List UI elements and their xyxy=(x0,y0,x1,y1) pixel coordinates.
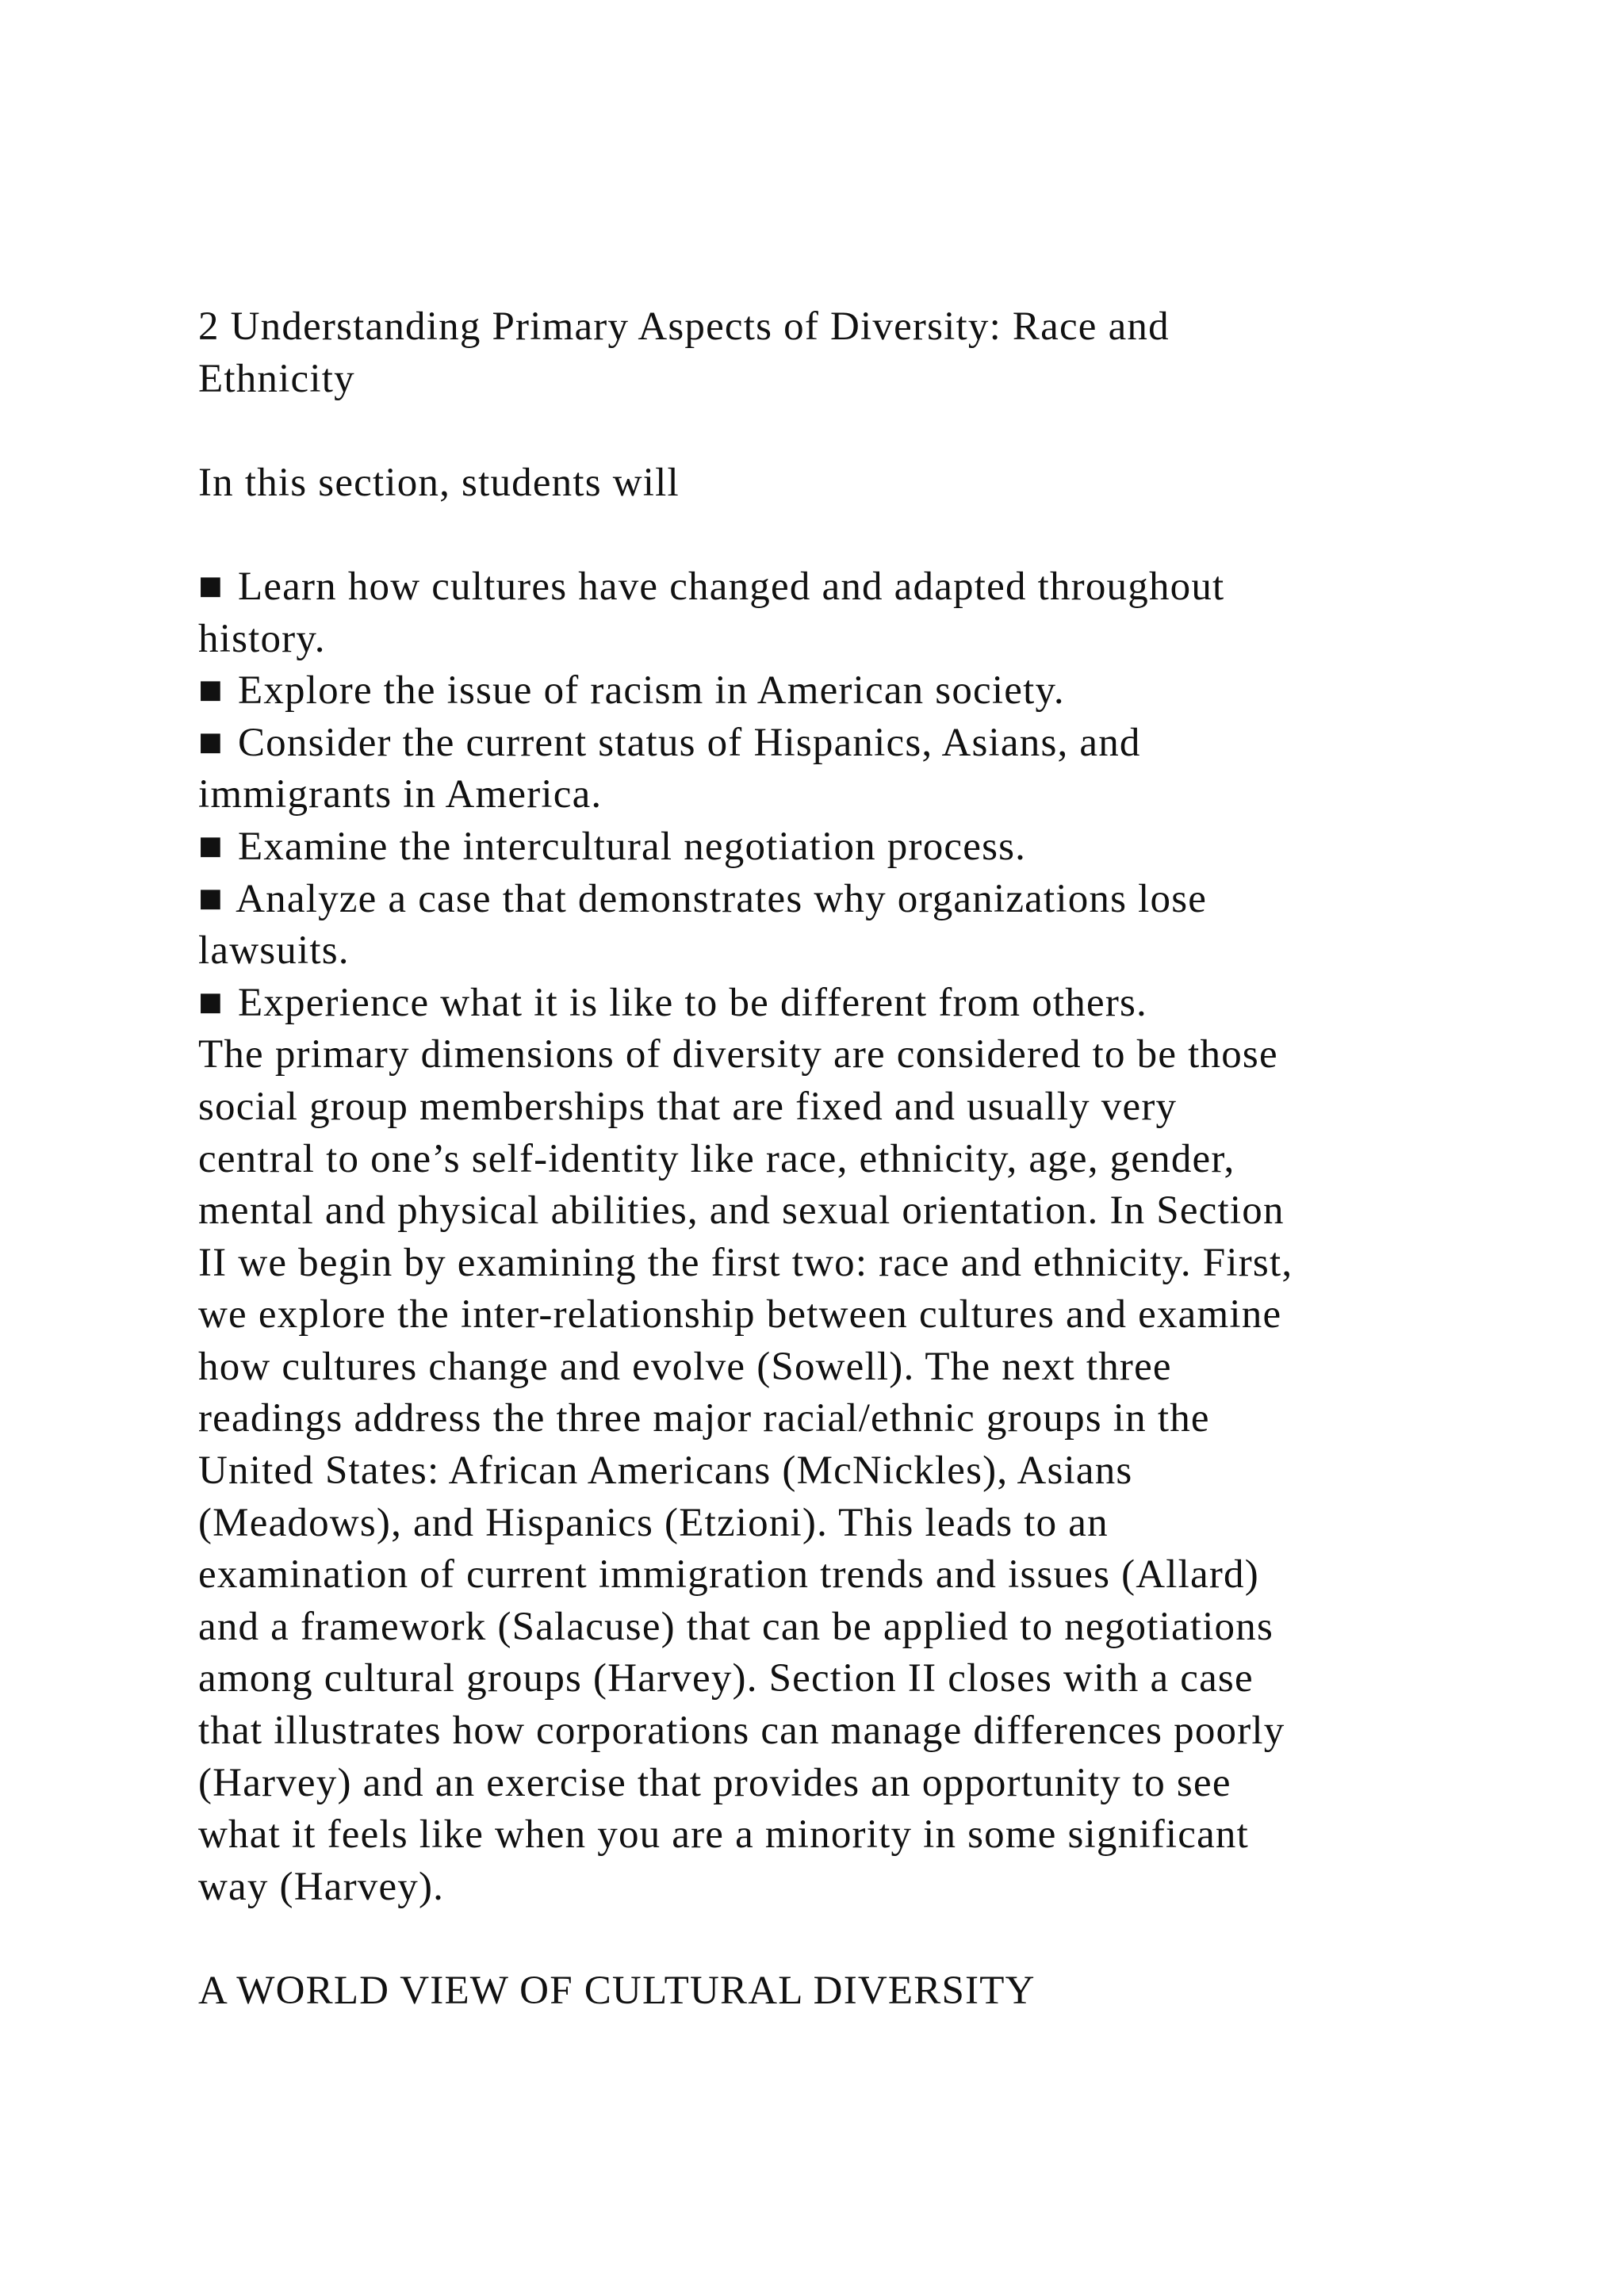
list-item-text: history. xyxy=(198,616,326,661)
intro-text: In this section, students will xyxy=(198,460,680,505)
list-item-text: Learn how cultures have changed and adapted throughout xyxy=(237,564,1225,609)
list-item-text: Explore the issue of racism in American society. xyxy=(237,668,1065,714)
paragraph-line: readings address the three major racial/ethnic groups in the xyxy=(198,1396,1210,1441)
paragraph-line: central to one’s self-identity like race, ethnicity, age, gender, xyxy=(198,1136,1235,1181)
paragraph-line: we explore the inter-relationship between cultures and examine xyxy=(198,1292,1282,1337)
paragraph-line: (Meadows), and Hispanics (Etzioni). This leads to an xyxy=(198,1500,1109,1545)
list-item-text: immigrants in America. xyxy=(198,772,603,817)
paragraph-line: how cultures change and evolve (Sowell). The next three xyxy=(198,1344,1172,1389)
list-item xyxy=(198,978,1483,1030)
paragraph-line: what it feels like when you are a minority in some significant xyxy=(198,1812,1249,1858)
bullet-icon: ■ xyxy=(198,668,224,714)
document-body xyxy=(198,301,1483,2018)
paragraph-line: examination of current immigration trends and issues (Allard) xyxy=(198,1552,1259,1598)
list-item-text: Experience what it is like to be different from others. xyxy=(237,980,1148,1025)
paragraph-line: United States: African Americans (McNickles), Asians xyxy=(198,1448,1133,1494)
paragraph-line: social group memberships that are fixed and usually very xyxy=(198,1084,1178,1129)
paragraph-line: The primary dimensions of diversity are considered to be those xyxy=(198,1032,1278,1077)
title-line-1: 2 Understanding Primary Aspects of Diversity: Race and xyxy=(198,304,1170,349)
bullet-icon: ■ xyxy=(198,980,224,1025)
list-item xyxy=(198,665,1483,718)
list-item xyxy=(198,874,1483,978)
paragraph-line: II we begin by examining the first two: race and ethnicity. First, xyxy=(198,1240,1293,1285)
paragraph-line: (Harvey) and an exercise that provides an opportunity to see xyxy=(198,1760,1231,1805)
bullet-icon: ■ xyxy=(198,564,224,609)
title-line-2: Ethnicity xyxy=(198,356,355,401)
spacer xyxy=(198,405,1483,457)
list-item-text: Consider the current status of Hispanics, Asians, and xyxy=(237,720,1141,765)
paragraph-line: way (Harvey). xyxy=(198,1864,445,1909)
spacer xyxy=(198,1913,1483,1965)
bullet-icon: ■ xyxy=(198,876,224,921)
bullet-icon: ■ xyxy=(198,824,224,869)
bullet-icon: ■ xyxy=(198,720,224,765)
paragraph-line: among cultural groups (Harvey). Section II closes with a case xyxy=(198,1656,1254,1701)
list-item-text: Examine the intercultural negotiation process. xyxy=(237,824,1027,869)
list-item xyxy=(198,561,1483,665)
spacer xyxy=(198,509,1483,561)
list-item xyxy=(198,821,1483,874)
paragraph-line: mental and physical abilities, and sexual orientation. In Section xyxy=(198,1188,1285,1234)
paragraph-line: and a framework (Salacuse) that can be applied to negotiations xyxy=(198,1604,1274,1649)
paragraph-line: that illustrates how corporations can manage differences poorly xyxy=(198,1709,1285,1754)
list-item xyxy=(198,718,1483,821)
list-item-text: lawsuits. xyxy=(198,928,350,974)
body-paragraph xyxy=(198,1029,1483,1913)
section-heading: A WORLD VIEW OF CULTURAL DIVERSITY xyxy=(198,1969,1036,2013)
objectives-list xyxy=(198,561,1483,1029)
list-item-text: Analyze a case that demonstrates why organizations lose xyxy=(236,876,1208,921)
